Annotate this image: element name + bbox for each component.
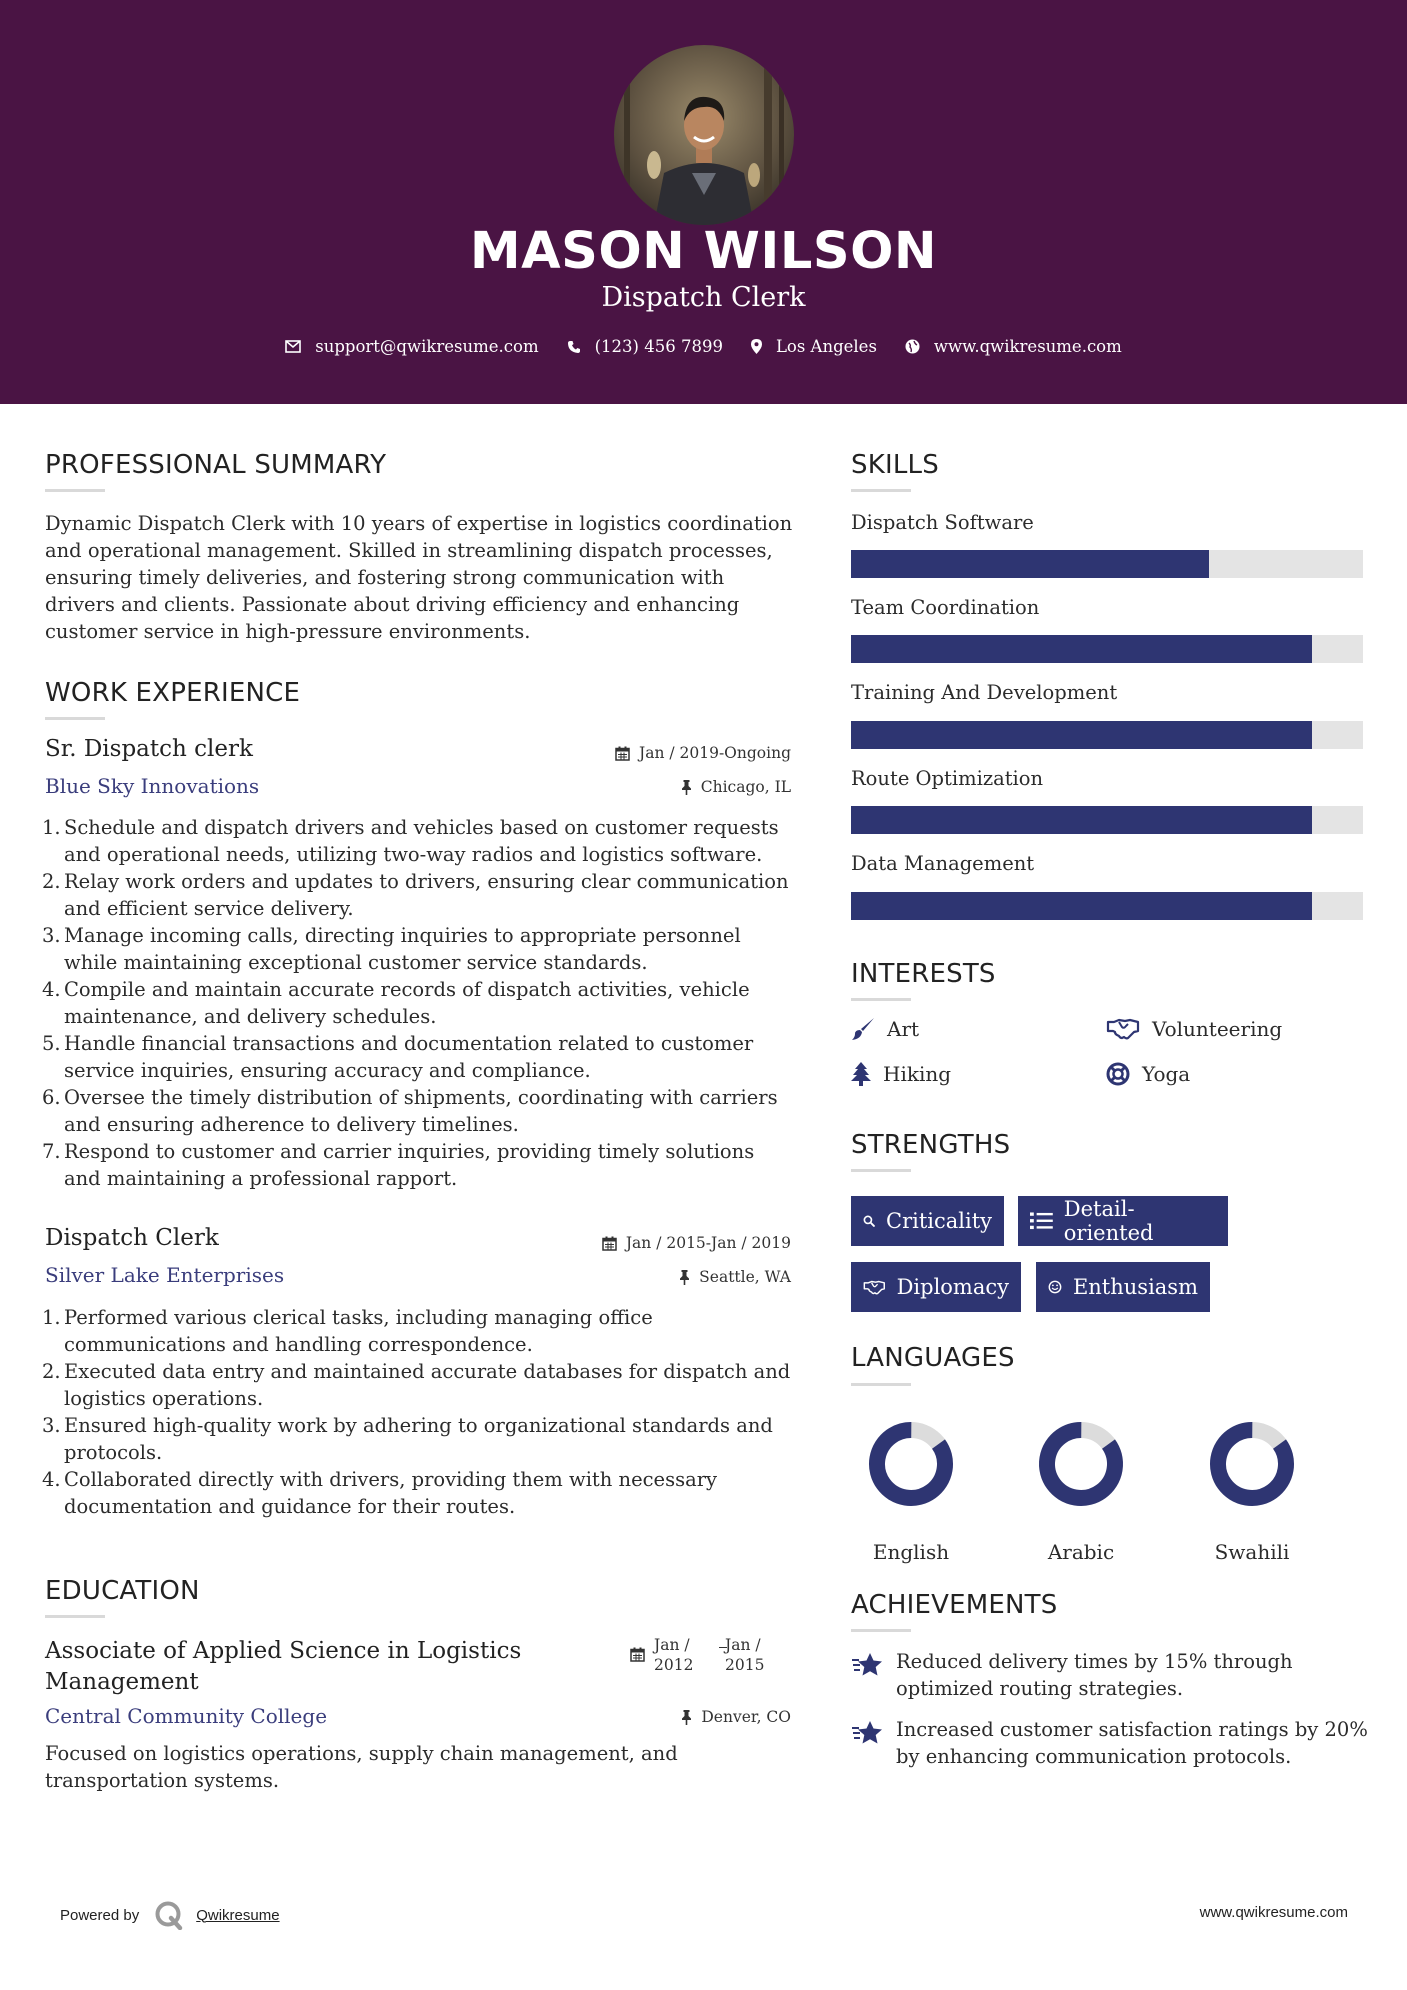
list-item: 6. Oversee the timely distribution of shipments, coordinating with carriers and ensuring adherence to delivery timelines. bbox=[42, 1086, 778, 1136]
candidate-role: Dispatch Clerk bbox=[601, 282, 806, 313]
education-heading: EDUCATION bbox=[45, 1576, 200, 1606]
job-date: Jan / 2015-Jan / 2019 bbox=[602, 1234, 791, 1252]
location-text: Los Angeles bbox=[775, 337, 877, 356]
calendar-icon bbox=[630, 1647, 645, 1662]
website-text: www.qwikresume.com bbox=[933, 337, 1122, 356]
envelope-icon bbox=[285, 340, 301, 353]
job-title: Sr. Dispatch clerk bbox=[45, 736, 253, 762]
header-banner bbox=[0, 0, 1407, 404]
list-item: 2. Executed data entry and maintained accurate databases for dispatch and logistics operations. bbox=[42, 1360, 791, 1410]
life-ring-icon bbox=[1106, 1062, 1130, 1086]
company-name: Blue Sky Innovations bbox=[45, 774, 260, 798]
edu-location: Denver, CO bbox=[681, 1708, 791, 1726]
job-1 bbox=[42, 736, 791, 1196]
map-marker-icon bbox=[751, 339, 762, 354]
contact-bar bbox=[0, 337, 1407, 356]
skill-bar-training-development bbox=[851, 721, 1363, 749]
language-donut bbox=[836, 1414, 986, 1534]
skill-bar-fill bbox=[851, 721, 1312, 749]
skill-label-dispatch-software: Dispatch Software bbox=[851, 511, 1034, 534]
education-text: Focused on logistics operations, supply chain management, and transportation systems. bbox=[45, 1742, 678, 1792]
education-entry bbox=[45, 1636, 791, 1796]
achievements-underline bbox=[851, 1629, 911, 1632]
tree-icon bbox=[851, 1062, 871, 1086]
summary-heading: PROFESSIONAL SUMMARY bbox=[45, 450, 387, 480]
language-english bbox=[836, 1414, 986, 1564]
edu-end-date: Jan / 2015 bbox=[719, 1635, 764, 1675]
pin-icon bbox=[681, 780, 692, 795]
achievements-heading: ACHIEVEMENTS bbox=[851, 1590, 1058, 1620]
star-icon bbox=[851, 1720, 883, 1746]
edu-start-date: Jan / 2012 bbox=[654, 1636, 694, 1674]
interest-yoga: Yoga bbox=[1106, 1062, 1190, 1086]
languages-underline bbox=[851, 1383, 911, 1386]
skill-label-data-management: Data Management bbox=[851, 852, 1035, 875]
education-underline bbox=[45, 1615, 105, 1618]
job-location: Seattle, WA bbox=[679, 1268, 791, 1286]
qwikresume-logo-icon bbox=[154, 1900, 184, 1930]
skill-label-training-development: Training And Development bbox=[851, 681, 1118, 704]
handshake-icon bbox=[863, 1277, 886, 1298]
job-2 bbox=[42, 1225, 791, 1525]
interest-volunteering: Volunteering bbox=[1106, 1017, 1282, 1041]
profile-photo bbox=[614, 45, 794, 225]
languages-heading: LANGUAGES bbox=[851, 1343, 1015, 1373]
achievement-item: Reduced delivery times by 15% through optimized routing strategies. bbox=[851, 1648, 1371, 1702]
job-2-duties bbox=[42, 1304, 795, 1520]
calendar-icon bbox=[615, 746, 630, 761]
language-donut bbox=[1177, 1414, 1327, 1534]
phone-text: (123) 456 7899 bbox=[594, 337, 723, 356]
email-text: support@qwikresume.com bbox=[315, 337, 539, 356]
experience-underline bbox=[45, 717, 105, 720]
paint-brush-icon bbox=[851, 1017, 875, 1041]
skill-bar-fill bbox=[851, 635, 1312, 663]
smile-icon bbox=[1048, 1276, 1062, 1298]
contact-phone[interactable] bbox=[567, 337, 723, 356]
contact-email[interactable] bbox=[285, 337, 538, 356]
language-label: Arabic bbox=[1047, 1540, 1115, 1564]
strength-badge-criticality: Criticality bbox=[851, 1196, 1004, 1246]
list-item: 7. Respond to customer and carrier inquiries, providing timely solutions and maintaining a professional rapport. bbox=[42, 1140, 755, 1190]
skill-bar-fill bbox=[851, 892, 1312, 920]
search-icon bbox=[863, 1210, 875, 1232]
list-item: 1. Schedule and dispatch drivers and vehicles based on customer requests and operational needs, utilizing two-way radios and logistics software. bbox=[42, 816, 779, 866]
qwikresume-link[interactable]: Qwikresume bbox=[196, 1906, 280, 1924]
list-item: 1. Performed various clerical tasks, including managing office communications and handling correspondence. bbox=[42, 1306, 653, 1356]
list-item: 4. Collaborated directly with drivers, providing them with necessary documentation and guidance for their routes. bbox=[42, 1468, 718, 1518]
language-label: Swahili bbox=[1214, 1540, 1290, 1564]
interests-heading: INTERESTS bbox=[851, 959, 996, 989]
list-item: 3. Manage incoming calls, directing inquiries to appropriate personnel while maintaining exceptional customer service standards. bbox=[42, 924, 741, 974]
pin-icon bbox=[679, 1270, 690, 1285]
interest-art: Art bbox=[851, 1017, 919, 1041]
globe-icon bbox=[905, 339, 920, 354]
school-name: Central Community College bbox=[45, 1704, 328, 1728]
job-1-duties bbox=[42, 814, 795, 1192]
company-name: Silver Lake Enterprises bbox=[45, 1263, 285, 1287]
footer-powered-by: Powered by Qwikresume bbox=[60, 1900, 280, 1930]
job-location: Chicago, IL bbox=[681, 778, 791, 796]
strengths-heading: STRENGTHS bbox=[851, 1130, 1011, 1160]
strength-badge-diplomacy: Diplomacy bbox=[851, 1262, 1021, 1312]
language-swahili bbox=[1177, 1414, 1327, 1564]
achievement-item: Increased customer satisfaction ratings by 20% by enhancing communication protocols. bbox=[851, 1716, 1371, 1770]
experience-heading: WORK EXPERIENCE bbox=[45, 678, 301, 708]
calendar-icon bbox=[602, 1236, 617, 1251]
skill-bar-dispatch-software bbox=[851, 550, 1363, 578]
skill-label-route-optimization: Route Optimization bbox=[851, 767, 1044, 790]
list-item: 2. Relay work orders and updates to drivers, ensuring clear communication and efficient service delivery. bbox=[42, 870, 789, 920]
interest-hiking: Hiking bbox=[851, 1062, 951, 1086]
language-label: English bbox=[872, 1540, 950, 1564]
pin-icon bbox=[681, 1710, 692, 1725]
contact-location bbox=[751, 337, 877, 356]
skills-underline bbox=[851, 489, 911, 492]
contact-website[interactable] bbox=[905, 337, 1122, 356]
job-title: Dispatch Clerk bbox=[45, 1225, 219, 1251]
strength-badge-detail-oriented: Detail-oriented bbox=[1018, 1196, 1228, 1246]
skill-bar-data-management bbox=[851, 892, 1363, 920]
strength-badge-enthusiasm: Enthusiasm bbox=[1036, 1262, 1210, 1312]
footer-website[interactable]: www.qwikresume.com bbox=[1199, 1904, 1348, 1921]
skills-heading: SKILLS bbox=[851, 450, 939, 480]
degree-title: Associate of Applied Science in Logistics Management bbox=[45, 1638, 522, 1695]
interests-underline bbox=[851, 998, 911, 1001]
language-arabic bbox=[1006, 1414, 1156, 1564]
skill-bar-fill bbox=[851, 806, 1312, 834]
handshake-icon bbox=[1106, 1018, 1140, 1040]
skill-bar-fill bbox=[851, 550, 1209, 578]
strengths-underline bbox=[851, 1169, 911, 1172]
language-donut bbox=[1006, 1414, 1156, 1534]
candidate-name: MASON WILSON bbox=[469, 222, 938, 281]
list-item: 5. Handle financial transactions and documentation related to customer service inquiries, ensuring accuracy and compliance. bbox=[42, 1032, 754, 1082]
star-icon bbox=[851, 1652, 883, 1678]
phone-icon bbox=[567, 340, 581, 354]
list-icon bbox=[1030, 1211, 1053, 1231]
summary-underline bbox=[45, 489, 105, 492]
summary-text: Dynamic Dispatch Clerk with 10 years of expertise in logistics coordination and operational management. Skilled in streamlining dispatch processes, ensuring timely deliveries, and fostering strong communication with drivers and clients. Passionate about driving efficiency and enhancing customer service in high-pressure environments. bbox=[45, 512, 793, 643]
list-item: 3. Ensured high-quality work by adhering to organizational standards and protocols. bbox=[42, 1414, 773, 1464]
skill-bar-route-optimization bbox=[851, 806, 1363, 834]
skill-label-team-coordination: Team Coordination bbox=[851, 596, 1040, 619]
job-date: Jan / 2019-Ongoing bbox=[615, 744, 791, 762]
skill-bar-team-coordination bbox=[851, 635, 1363, 663]
list-item: 4. Compile and maintain accurate records of dispatch activities, vehicle maintenance, and delivery schedules. bbox=[42, 978, 750, 1028]
